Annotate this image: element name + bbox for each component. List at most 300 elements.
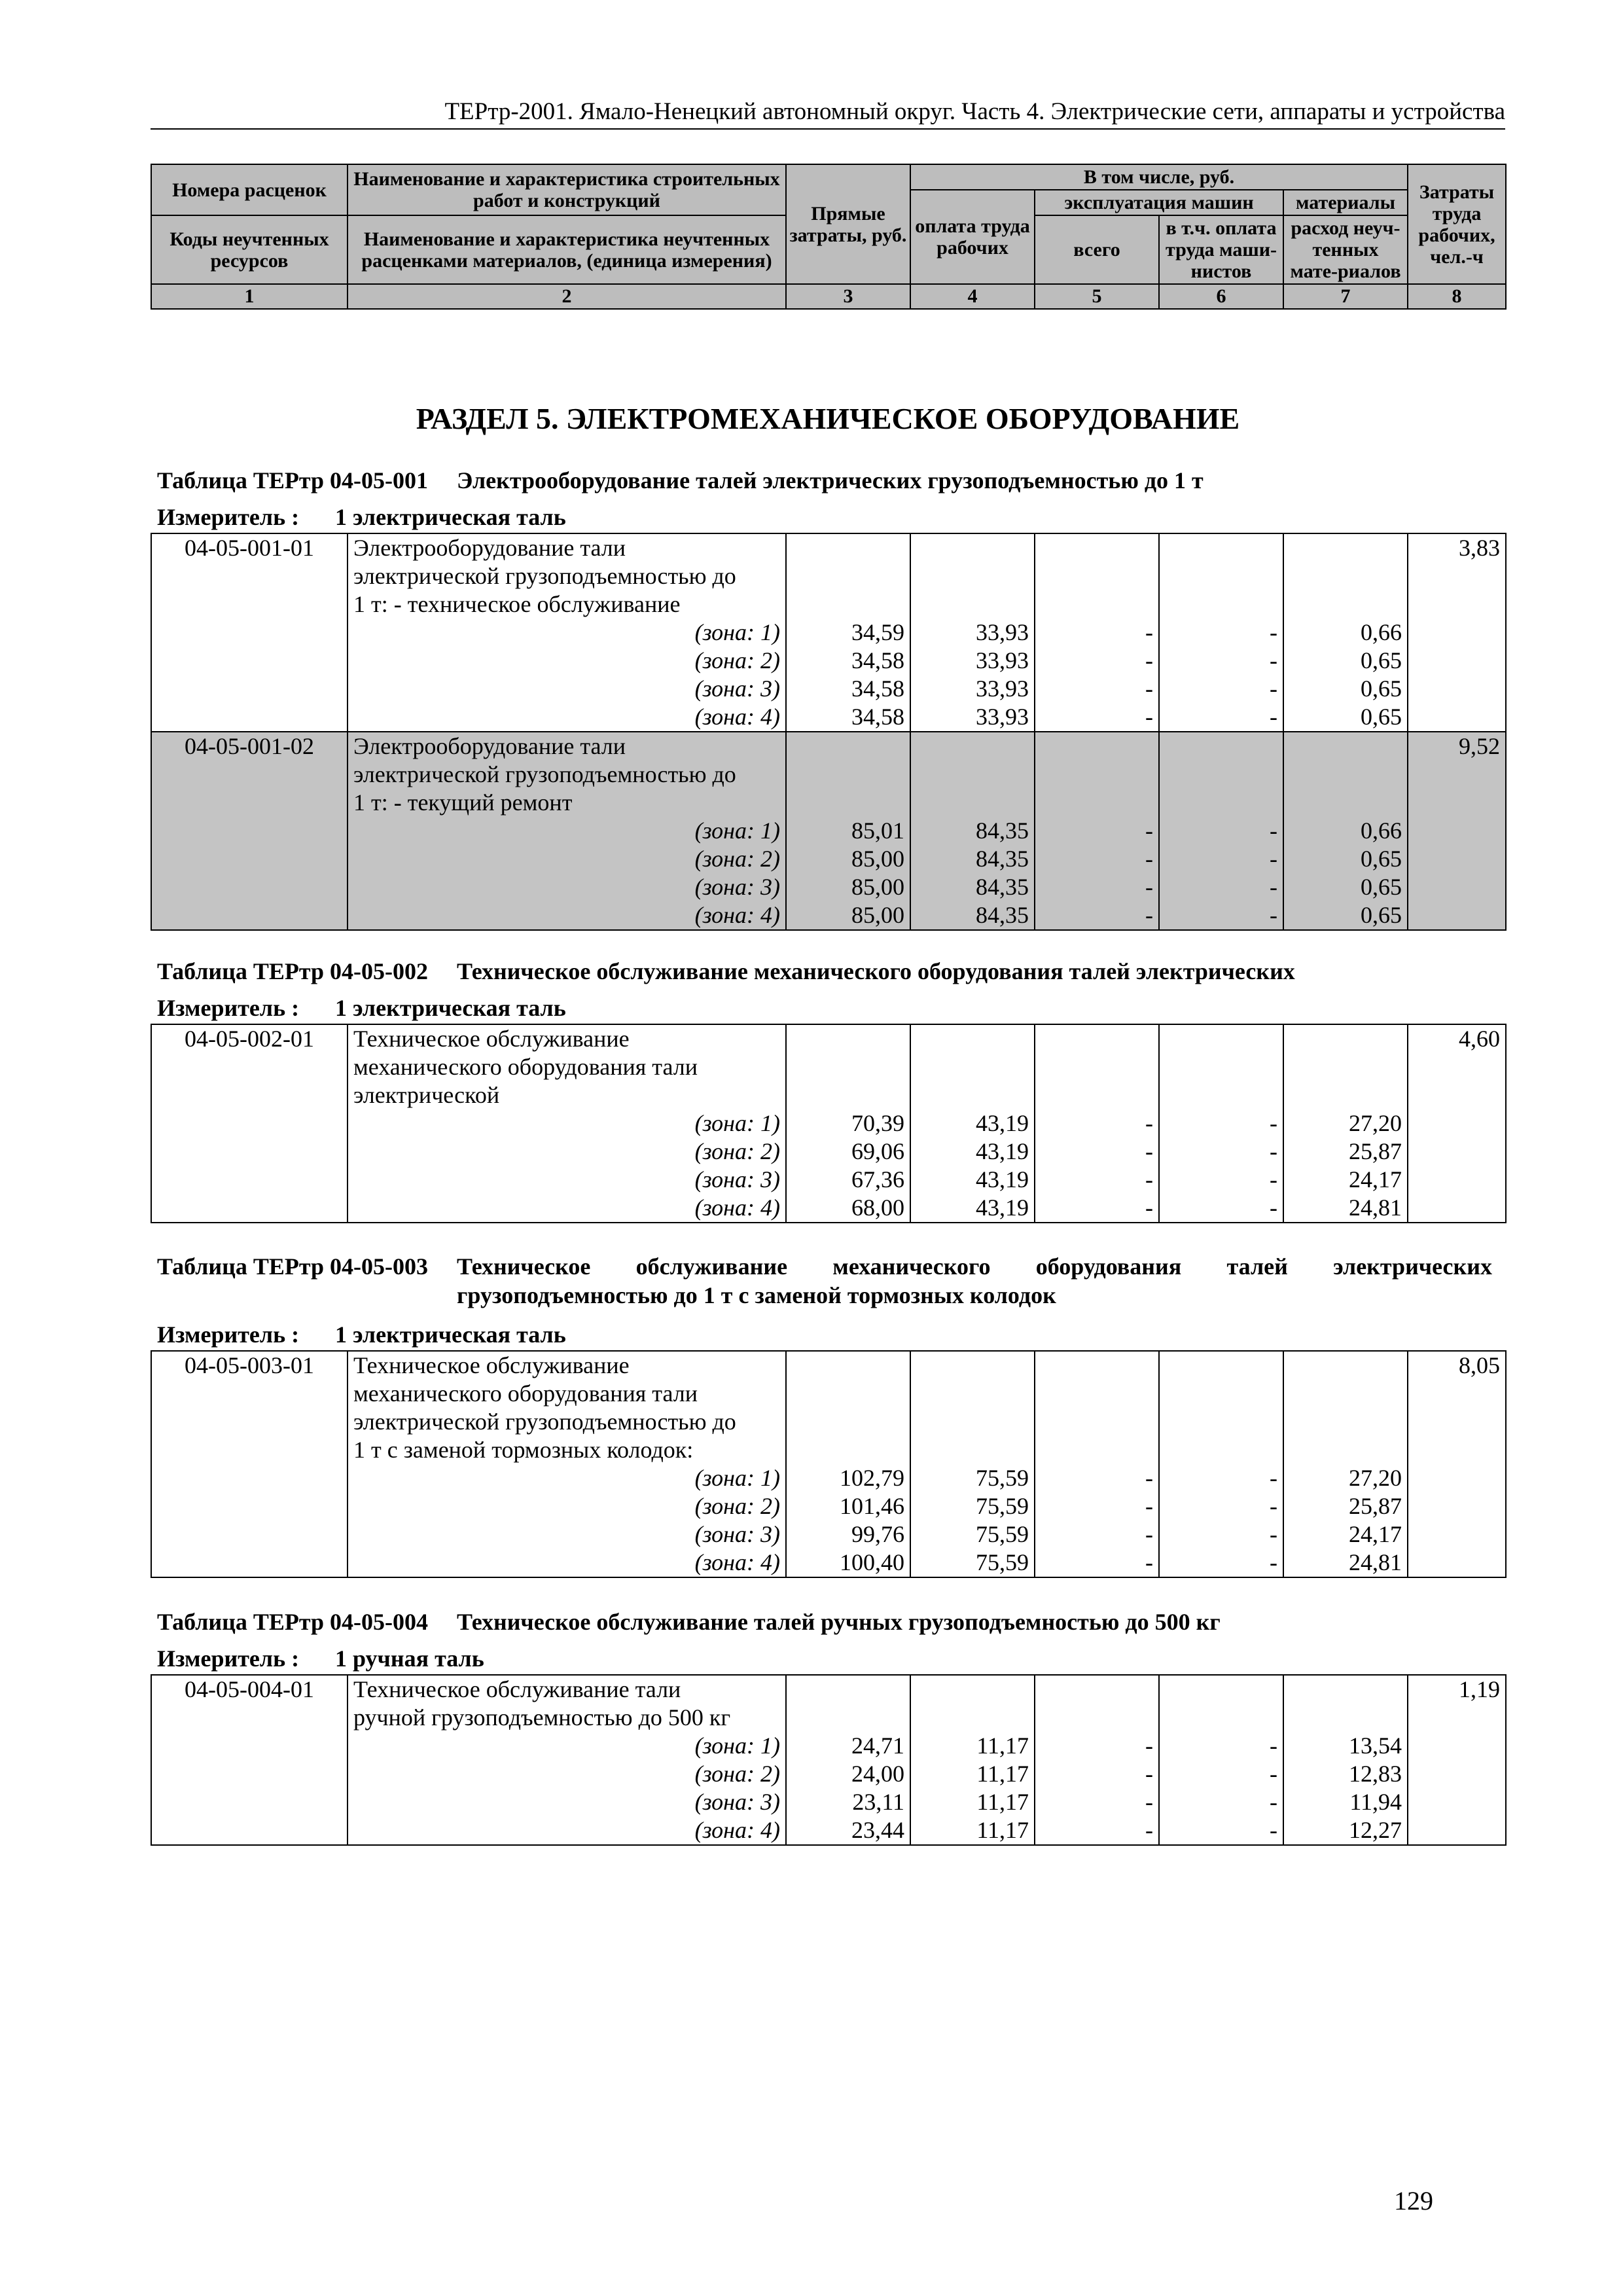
rate-description: Электрооборудование тали <box>348 533 786 562</box>
zone-label: (зона: 1) <box>348 817 786 845</box>
empty-cell <box>786 1675 910 1704</box>
value-direct: 85,00 <box>786 873 910 901</box>
value-mach: - <box>1035 647 1159 675</box>
value-direct: 34,58 <box>786 647 910 675</box>
rate-table <box>151 731 1507 931</box>
empty-cell <box>786 1351 910 1380</box>
section-title: РАЗДЕЛ 5. ЭЛЕКТРОМЕХАНИЧЕСКОЕ ОБОРУДОВАНИЕ <box>416 402 1240 435</box>
zone-row <box>151 1549 1506 1577</box>
empty-cell <box>910 1704 1035 1732</box>
value-wages: 11,17 <box>910 1816 1035 1845</box>
empty-cell <box>1283 761 1408 789</box>
value-mat: 24,17 <box>1283 1520 1408 1549</box>
table-title <box>157 466 1492 495</box>
empty-cell <box>786 1024 910 1053</box>
table-name: Электрооборудование талей электрических грузоподъемностью до 1 т <box>457 467 1204 493</box>
empty-cell <box>1035 1081 1159 1109</box>
empty-cell <box>1283 1081 1408 1109</box>
col-machines: эксплуатация машин <box>1035 190 1283 215</box>
empty-cell <box>1035 1675 1159 1704</box>
value-mat: 24,17 <box>1283 1166 1408 1194</box>
zone-row <box>151 1138 1506 1166</box>
table-code: Таблица ТЕРтр 04-05-002 <box>157 958 429 984</box>
empty-cell <box>786 789 910 817</box>
empty-cell <box>1035 590 1159 619</box>
empty-cell <box>786 562 910 590</box>
table-code: Таблица ТЕРтр 04-05-001 <box>157 467 429 493</box>
empty-cell <box>1159 761 1283 789</box>
value-mach-wages: - <box>1159 1816 1283 1845</box>
rate-code: 04-05-004-01 <box>151 1675 348 1845</box>
empty-cell <box>1159 533 1283 562</box>
zone-label: (зона: 4) <box>348 1816 786 1845</box>
zone-label: (зона: 4) <box>348 901 786 930</box>
labor-cost: 3,83 <box>1408 533 1506 732</box>
empty-cell <box>1159 1081 1283 1109</box>
value-mat: 13,54 <box>1283 1732 1408 1760</box>
measure-line <box>157 504 566 530</box>
value-wages: 75,59 <box>910 1549 1035 1577</box>
value-wages: 11,17 <box>910 1788 1035 1816</box>
col-labor: Затраты труда рабочих, чел.-ч <box>1408 164 1506 284</box>
zone-row <box>151 873 1506 901</box>
empty-cell <box>1159 562 1283 590</box>
value-mach-wages: - <box>1159 817 1283 845</box>
empty-cell <box>910 562 1035 590</box>
value-direct: 24,71 <box>786 1732 910 1760</box>
col-number: 4 <box>910 284 1035 309</box>
col-number: 5 <box>1035 284 1159 309</box>
measure-line <box>157 1321 566 1348</box>
value-direct: 34,58 <box>786 675 910 703</box>
empty-cell <box>786 732 910 761</box>
rate-table <box>151 1350 1507 1578</box>
col-materials: материалы <box>1283 190 1408 215</box>
table-name: Техническое обслуживание механического оборудования талей электрических грузоподъемностью до 1 т с заменой тормозных колодок <box>457 1253 1492 1308</box>
empty-cell <box>910 1024 1035 1053</box>
value-mat: 0,65 <box>1283 675 1408 703</box>
value-mach: - <box>1035 845 1159 873</box>
col-number: 7 <box>1283 284 1408 309</box>
empty-cell <box>1159 1024 1283 1053</box>
empty-cell <box>1159 1053 1283 1081</box>
empty-cell <box>910 1408 1035 1436</box>
rate-description: 1 т: - техническое обслуживание <box>348 590 786 619</box>
empty-cell <box>1159 1436 1283 1464</box>
value-wages: 84,35 <box>910 845 1035 873</box>
value-mat: 25,87 <box>1283 1492 1408 1520</box>
value-mach: - <box>1035 1549 1159 1577</box>
value-direct: 68,00 <box>786 1194 910 1223</box>
zone-row <box>151 675 1506 703</box>
empty-cell <box>1035 761 1159 789</box>
value-mach: - <box>1035 1732 1159 1760</box>
value-direct: 34,58 <box>786 703 910 732</box>
value-direct: 102,79 <box>786 1464 910 1492</box>
value-direct: 34,59 <box>786 619 910 647</box>
empty-cell <box>1035 533 1159 562</box>
value-mach-wages: - <box>1159 845 1283 873</box>
value-mach: - <box>1035 1788 1159 1816</box>
value-mat: 0,65 <box>1283 845 1408 873</box>
value-mach-wages: - <box>1159 1166 1283 1194</box>
zone-label: (зона: 4) <box>348 1549 786 1577</box>
value-mach: - <box>1035 1464 1159 1492</box>
value-wages: 84,35 <box>910 901 1035 930</box>
labor-cost: 1,19 <box>1408 1675 1506 1845</box>
zone-row <box>151 1166 1506 1194</box>
measure-label: Измеритель : <box>157 504 300 530</box>
value-wages: 75,59 <box>910 1464 1035 1492</box>
value-mach: - <box>1035 675 1159 703</box>
rate-table <box>151 1674 1507 1846</box>
measure-unit: 1 электрическая таль <box>335 995 566 1021</box>
value-mach-wages: - <box>1159 901 1283 930</box>
value-mat: 0,65 <box>1283 901 1408 930</box>
measure-unit: 1 ручная таль <box>335 1645 484 1672</box>
value-mach: - <box>1035 1816 1159 1845</box>
col-number: 1 <box>151 284 348 309</box>
value-mach-wages: - <box>1159 1788 1283 1816</box>
rate-code: 04-05-001-01 <box>151 533 348 732</box>
empty-cell <box>786 1704 910 1732</box>
value-mach: - <box>1035 619 1159 647</box>
rate-table <box>151 533 1507 732</box>
value-mach: - <box>1035 1760 1159 1788</box>
value-mach-wages: - <box>1159 1760 1283 1788</box>
empty-cell <box>786 590 910 619</box>
labor-cost: 4,60 <box>1408 1024 1506 1223</box>
table-title <box>157 1607 1492 1636</box>
empty-cell <box>910 1436 1035 1464</box>
zone-row <box>151 619 1506 647</box>
empty-cell <box>1035 1704 1159 1732</box>
empty-cell <box>1283 590 1408 619</box>
value-mach: - <box>1035 1166 1159 1194</box>
rate-description: механического оборудования тали <box>348 1380 786 1408</box>
empty-cell <box>786 1408 910 1436</box>
labor-cost: 9,52 <box>1408 732 1506 930</box>
value-mat: 0,65 <box>1283 873 1408 901</box>
value-mat: 0,65 <box>1283 647 1408 675</box>
col-number: 2 <box>348 284 786 309</box>
zone-label: (зона: 1) <box>348 1109 786 1138</box>
table-row <box>151 590 1506 619</box>
rate-code: 04-05-001-02 <box>151 732 348 930</box>
zone-row <box>151 1194 1506 1223</box>
col-number: 8 <box>1408 284 1506 309</box>
value-direct: 69,06 <box>786 1138 910 1166</box>
empty-cell <box>1035 789 1159 817</box>
value-wages: 43,19 <box>910 1109 1035 1138</box>
table-row <box>151 1081 1506 1109</box>
empty-cell <box>1035 1053 1159 1081</box>
col-number: 6 <box>1159 284 1283 309</box>
value-mat: 0,66 <box>1283 619 1408 647</box>
zone-label: (зона: 2) <box>348 1492 786 1520</box>
empty-cell <box>1159 1704 1283 1732</box>
rate-description: Техническое обслуживание тали <box>348 1675 786 1704</box>
empty-cell <box>1283 1675 1408 1704</box>
value-mat: 11,94 <box>1283 1788 1408 1816</box>
page-header: ТЕРтр-2001. Ямало-Ненецкий автономный округ. Часть 4. Электрические сети, аппараты и устройства <box>151 97 1505 130</box>
rate-description: электрической <box>348 1081 786 1109</box>
empty-cell <box>1283 1024 1408 1053</box>
empty-cell <box>1159 1675 1283 1704</box>
table-row <box>151 1704 1506 1732</box>
empty-cell <box>910 789 1035 817</box>
value-mach-wages: - <box>1159 647 1283 675</box>
table-row <box>151 1408 1506 1436</box>
value-direct: 101,46 <box>786 1492 910 1520</box>
zone-label: (зона: 3) <box>348 675 786 703</box>
rate-description: Техническое обслуживание <box>348 1024 786 1053</box>
empty-cell <box>1283 1380 1408 1408</box>
value-direct: 99,76 <box>786 1520 910 1549</box>
value-direct: 85,00 <box>786 901 910 930</box>
table-title <box>157 1252 1492 1310</box>
empty-cell <box>910 1053 1035 1081</box>
empty-cell <box>910 1675 1035 1704</box>
table-row <box>151 732 1506 761</box>
empty-cell <box>786 761 910 789</box>
table-name: Техническое обслуживание талей ручных грузоподъемностью до 500 кг <box>457 1609 1221 1635</box>
rate-code: 04-05-002-01 <box>151 1024 348 1223</box>
zone-row <box>151 1520 1506 1549</box>
rate-description: 1 т с заменой тормозных колодок: <box>348 1436 786 1464</box>
zone-label: (зона: 2) <box>348 1760 786 1788</box>
empty-cell <box>1159 789 1283 817</box>
zone-label: (зона: 4) <box>348 1194 786 1223</box>
value-wages: 75,59 <box>910 1492 1035 1520</box>
empty-cell <box>1283 732 1408 761</box>
empty-cell <box>1283 1408 1408 1436</box>
empty-cell <box>1035 562 1159 590</box>
value-mach-wages: - <box>1159 873 1283 901</box>
column-header-table <box>151 164 1507 310</box>
rate-description: ручной грузоподъемностью до 500 кг <box>348 1704 786 1732</box>
empty-cell <box>1159 1351 1283 1380</box>
value-mat: 25,87 <box>1283 1138 1408 1166</box>
col-resource-codes: Коды неучтенных ресурсов <box>151 215 348 284</box>
value-mach: - <box>1035 901 1159 930</box>
empty-cell <box>910 590 1035 619</box>
zone-row <box>151 817 1506 845</box>
empty-cell <box>1159 590 1283 619</box>
table-row <box>151 1436 1506 1464</box>
value-wages: 43,19 <box>910 1166 1035 1194</box>
empty-cell <box>1035 1351 1159 1380</box>
empty-cell <box>786 1436 910 1464</box>
empty-cell <box>1159 1380 1283 1408</box>
zone-label: (зона: 2) <box>348 1138 786 1166</box>
col-rate-numbers: Номера расценок <box>151 164 348 215</box>
value-mach-wages: - <box>1159 1109 1283 1138</box>
value-wages: 43,19 <box>910 1138 1035 1166</box>
col-number: 3 <box>786 284 910 309</box>
value-wages: 33,93 <box>910 619 1035 647</box>
empty-cell <box>786 1380 910 1408</box>
zone-row <box>151 1492 1506 1520</box>
value-mat: 12,83 <box>1283 1760 1408 1788</box>
table-code: Таблица ТЕРтр 04-05-004 <box>157 1609 429 1635</box>
value-wages: 84,35 <box>910 873 1035 901</box>
table-row <box>151 1024 1506 1053</box>
value-mach-wages: - <box>1159 1194 1283 1223</box>
measure-line <box>157 1645 484 1672</box>
zone-label: (зона: 3) <box>348 1788 786 1816</box>
value-wages: 84,35 <box>910 817 1035 845</box>
empty-cell <box>786 1081 910 1109</box>
value-mach-wages: - <box>1159 1464 1283 1492</box>
value-direct: 85,00 <box>786 845 910 873</box>
rate-description: электрической грузоподъемностью до <box>348 1408 786 1436</box>
value-mach: - <box>1035 817 1159 845</box>
empty-cell <box>1283 789 1408 817</box>
value-direct: 24,00 <box>786 1760 910 1788</box>
empty-cell <box>1159 1408 1283 1436</box>
table-code: Таблица ТЕРтр 04-05-003 <box>157 1253 429 1280</box>
empty-cell <box>1283 1351 1408 1380</box>
value-mach-wages: - <box>1159 1732 1283 1760</box>
value-wages: 75,59 <box>910 1520 1035 1549</box>
table-row <box>151 1053 1506 1081</box>
empty-cell <box>910 732 1035 761</box>
value-wages: 43,19 <box>910 1194 1035 1223</box>
zone-label: (зона: 2) <box>348 845 786 873</box>
zone-label: (зона: 3) <box>348 1166 786 1194</box>
empty-cell <box>1035 1408 1159 1436</box>
value-wages: 11,17 <box>910 1732 1035 1760</box>
zone-row <box>151 1109 1506 1138</box>
empty-cell <box>910 761 1035 789</box>
empty-cell <box>1283 1436 1408 1464</box>
empty-cell <box>1283 1704 1408 1732</box>
zone-row <box>151 1816 1506 1845</box>
value-mach-wages: - <box>1159 1492 1283 1520</box>
empty-cell <box>1035 1436 1159 1464</box>
zone-row <box>151 1760 1506 1788</box>
value-wages: 33,93 <box>910 647 1035 675</box>
value-direct: 67,36 <box>786 1166 910 1194</box>
value-mach-wages: - <box>1159 619 1283 647</box>
zone-row <box>151 901 1506 930</box>
value-direct: 23,44 <box>786 1816 910 1845</box>
empty-cell <box>786 533 910 562</box>
value-mach-wages: - <box>1159 1549 1283 1577</box>
value-mach: - <box>1035 1492 1159 1520</box>
labor-cost: 8,05 <box>1408 1351 1506 1577</box>
value-wages: 33,93 <box>910 675 1035 703</box>
value-direct: 70,39 <box>786 1109 910 1138</box>
zone-label: (зона: 1) <box>348 1732 786 1760</box>
value-mach: - <box>1035 1194 1159 1223</box>
zone-label: (зона: 4) <box>348 703 786 732</box>
col-direct-costs: Прямые затраты, руб. <box>786 164 910 284</box>
empty-cell <box>910 1351 1035 1380</box>
value-mach: - <box>1035 873 1159 901</box>
table-title <box>157 957 1492 986</box>
value-mach-wages: - <box>1159 703 1283 732</box>
value-direct: 23,11 <box>786 1788 910 1816</box>
value-mach: - <box>1035 1520 1159 1549</box>
zone-label: (зона: 1) <box>348 1464 786 1492</box>
rate-description: Техническое обслуживание <box>348 1351 786 1380</box>
value-mat: 27,20 <box>1283 1109 1408 1138</box>
col-machines-wages: в т.ч. оплата труда маши-нистов <box>1159 215 1283 284</box>
value-wages: 33,93 <box>910 703 1035 732</box>
zone-row <box>151 703 1506 732</box>
measure-unit: 1 электрическая таль <box>335 1321 566 1348</box>
empty-cell <box>1283 1053 1408 1081</box>
rate-description: Электрооборудование тали <box>348 732 786 761</box>
value-mach: - <box>1035 1109 1159 1138</box>
value-mach-wages: - <box>1159 1520 1283 1549</box>
zone-label: (зона: 3) <box>348 873 786 901</box>
value-mat: 0,66 <box>1283 817 1408 845</box>
value-direct: 100,40 <box>786 1549 910 1577</box>
value-direct: 85,01 <box>786 817 910 845</box>
empty-cell <box>1283 533 1408 562</box>
zone-row <box>151 647 1506 675</box>
zone-label: (зона: 1) <box>348 619 786 647</box>
value-mat: 12,27 <box>1283 1816 1408 1845</box>
measure-label: Измеритель : <box>157 1321 300 1348</box>
rate-description: электрической грузоподъемностью до <box>348 761 786 789</box>
empty-cell <box>1035 1024 1159 1053</box>
value-wages: 11,17 <box>910 1760 1035 1788</box>
rate-description: электрической грузоподъемностью до <box>348 562 786 590</box>
empty-cell <box>910 1380 1035 1408</box>
zone-label: (зона: 2) <box>348 647 786 675</box>
table-row <box>151 761 1506 789</box>
value-mach-wages: - <box>1159 675 1283 703</box>
value-mat: 24,81 <box>1283 1549 1408 1577</box>
measure-label: Измеритель : <box>157 995 300 1021</box>
rate-description: 1 т: - текущий ремонт <box>348 789 786 817</box>
empty-cell <box>1159 732 1283 761</box>
empty-cell <box>910 1081 1035 1109</box>
col-work-name: Наименование и характеристика строительных работ и конструкций <box>348 164 786 215</box>
empty-cell <box>1283 562 1408 590</box>
table-row <box>151 1351 1506 1380</box>
col-incl: В том числе, руб. <box>910 164 1408 190</box>
table-row <box>151 1675 1506 1704</box>
page-number: 129 <box>1394 2186 1433 2215</box>
col-resource-name: Наименование и характеристика неучтенных расценками материалов, (единица измерения) <box>348 215 786 284</box>
measure-label: Измеритель : <box>157 1645 300 1672</box>
empty-cell <box>786 1053 910 1081</box>
zone-row <box>151 1464 1506 1492</box>
zone-row <box>151 845 1506 873</box>
value-mat: 24,81 <box>1283 1194 1408 1223</box>
value-mach: - <box>1035 1138 1159 1166</box>
rate-description: механического оборудования тали <box>348 1053 786 1081</box>
table-row <box>151 533 1506 562</box>
table-name: Техническое обслуживание механического оборудования талей электрических <box>457 958 1295 984</box>
empty-cell <box>1035 1380 1159 1408</box>
col-wages: оплата труда рабочих <box>910 190 1035 284</box>
empty-cell <box>910 533 1035 562</box>
rate-code: 04-05-003-01 <box>151 1351 348 1577</box>
measure-line <box>157 995 566 1021</box>
value-mach: - <box>1035 703 1159 732</box>
table-row <box>151 789 1506 817</box>
value-mat: 27,20 <box>1283 1464 1408 1492</box>
measure-unit: 1 электрическая таль <box>335 504 566 530</box>
value-mat: 0,65 <box>1283 703 1408 732</box>
zone-label: (зона: 3) <box>348 1520 786 1549</box>
